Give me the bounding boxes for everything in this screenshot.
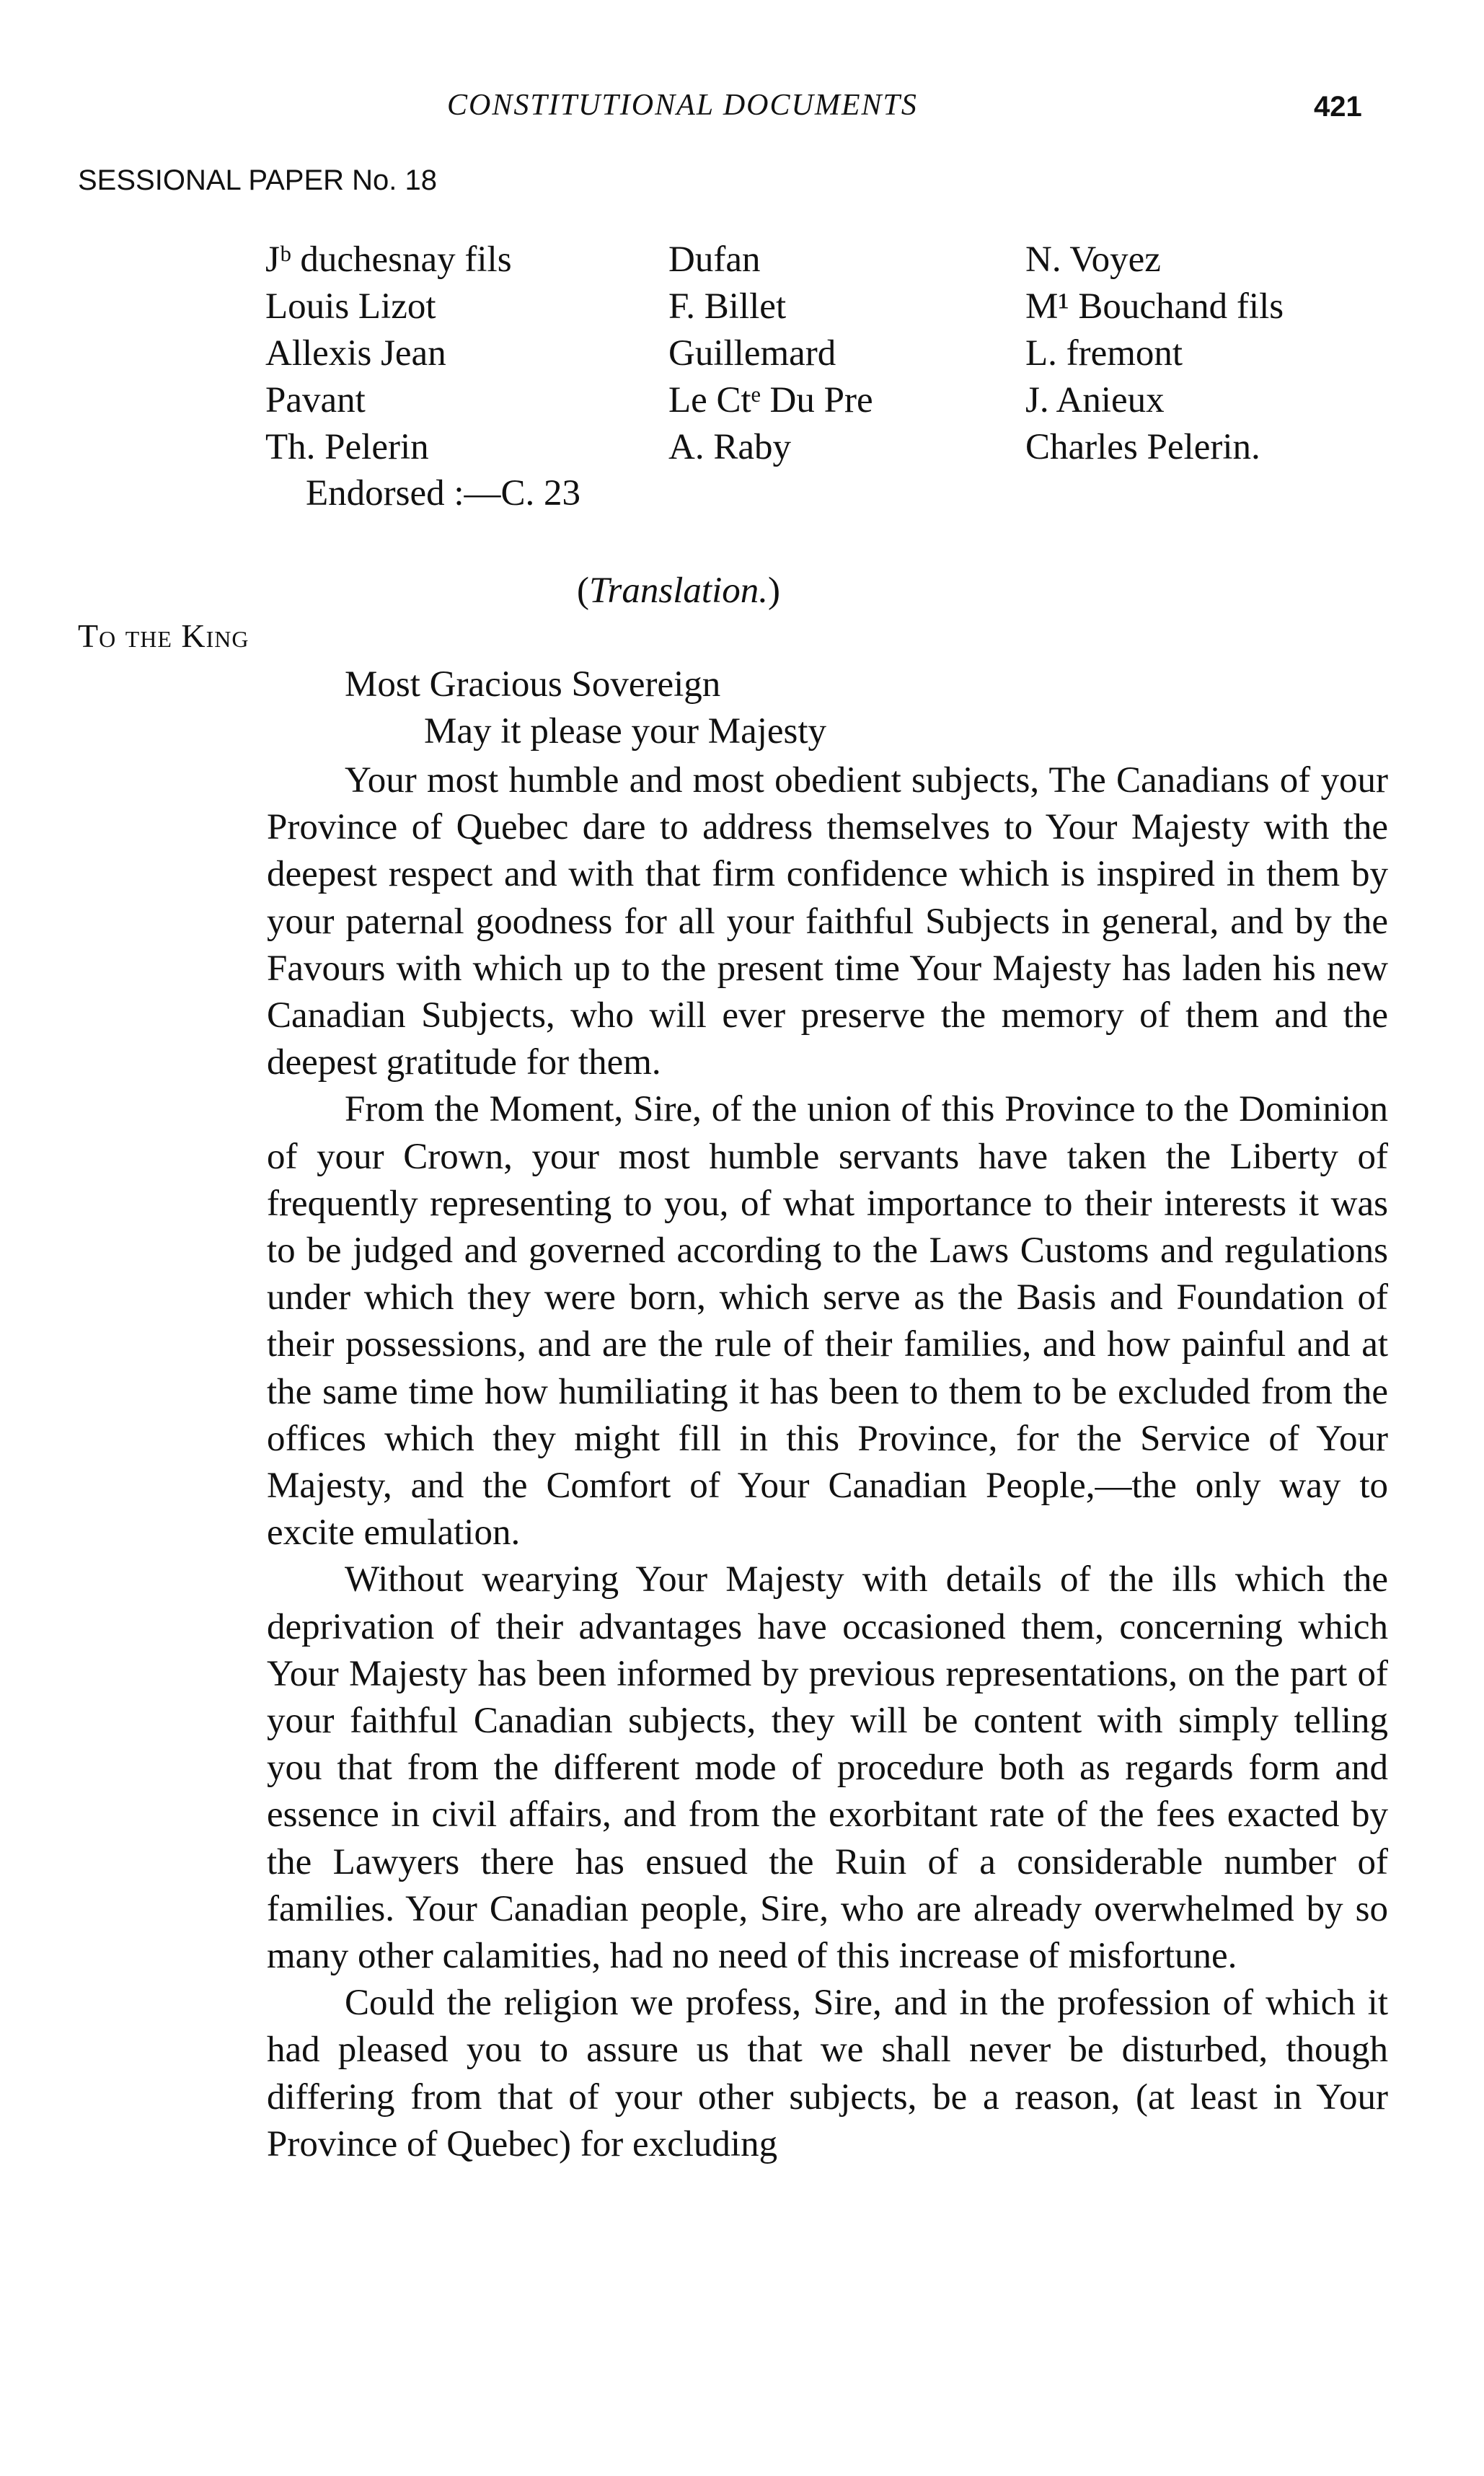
address-heading: To the King: [78, 617, 249, 654]
endorsement-note: Endorsed :—C. 23: [306, 473, 581, 514]
signature-name: Dufan: [668, 239, 761, 280]
signature-column-2: [668, 237, 873, 471]
translation-label: (Translation.): [577, 570, 780, 611]
page-number: 421: [1314, 91, 1362, 123]
paragraph: Without wearying Your Majesty with details of the ills which the deprivation of their advantages have occasioned them, concerning which Your Majesty has been informed by previous representations, on the part of your faithful Canadian subjects, they will be content with simply telling you that from the different mode of procedure both as regards form and essence in civil affairs, and from the exorbitant rate of the fees exacted by the Lawyers there has ensued the Ruin of a considerable number of families. Your Canadian people, Sire, who are already overwhelmed by so many other calamities, had no need of this increase of misfortune.: [267, 1559, 1388, 1977]
signature-name: F. Billet: [668, 286, 787, 327]
signature-name: L. fremont: [1025, 333, 1183, 374]
signature-name: N. Voyez: [1025, 239, 1161, 280]
signature-name: Jᵇ duchesnay fils: [265, 239, 512, 280]
paragraph: From the Moment, Sire, of the union of this Province to the Dominion of your Crown, your most humble servants have taken the Liberty of frequently representing to you, of what importance to their interests it was to be judged and governed according to the Laws Customs and regulations under which they were born, which serve as the Basis and Foundation of their possessions, and are the rule of their families, and how painful and at the same time how humiliating it has been to them to be excluded from the offices which they might fill in this Province, for the Service of Your Majesty, and the Comfort of Your Canadian People,—the only way to excite emulation.: [267, 1089, 1388, 1554]
signature-column-1: [265, 237, 512, 471]
body-text: [267, 757, 1388, 2168]
running-title: CONSTITUTIONAL DOCUMENTS: [447, 89, 918, 122]
signature-name: Guillemard: [668, 333, 836, 374]
signature-name: A. Raby: [668, 427, 791, 467]
translation-label-text: Translation.: [588, 570, 768, 611]
signature-name: Allexis Jean: [265, 333, 446, 374]
signature-name: Louis Lizot: [265, 286, 436, 327]
signature-name: Th. Pelerin: [265, 427, 429, 467]
signature-column-3: [1025, 237, 1284, 471]
signature-name: Le Ctᵉ Du Pre: [668, 380, 873, 420]
salutation-line-2: May it please your Majesty: [424, 711, 827, 752]
paragraph: Could the religion we profess, Sire, and in the profession of which it had pleased you to assure us that we shall never be disturbed, though differing from that of your other subjects, be a reason, (at least in Your Province of Quebec) for excluding: [267, 1983, 1388, 2164]
signature-name: Pavant: [265, 380, 366, 420]
paragraph: Your most humble and most obedient subjects, The Canadians of your Province of Quebec dare to address themselves to Your Majesty with the deepest respect and with that firm confidence which is inspired in them by your paternal goodness for all your faithful Subjects in general, and by the Favours with which up to the present time Your Majesty has laden his new Canadian Subjects, who will ever preserve the memory of them and the deepest gratitude for them.: [267, 760, 1388, 1083]
salutation-line-1: Most Gracious Sovereign: [345, 664, 721, 705]
signature-name: M¹ Bouchand fils: [1025, 286, 1284, 327]
signature-name: J. Anieux: [1025, 380, 1165, 420]
signature-name: Charles Pelerin.: [1025, 427, 1260, 467]
sessional-paper-label: SESSIONAL PAPER No. 18: [78, 164, 437, 196]
